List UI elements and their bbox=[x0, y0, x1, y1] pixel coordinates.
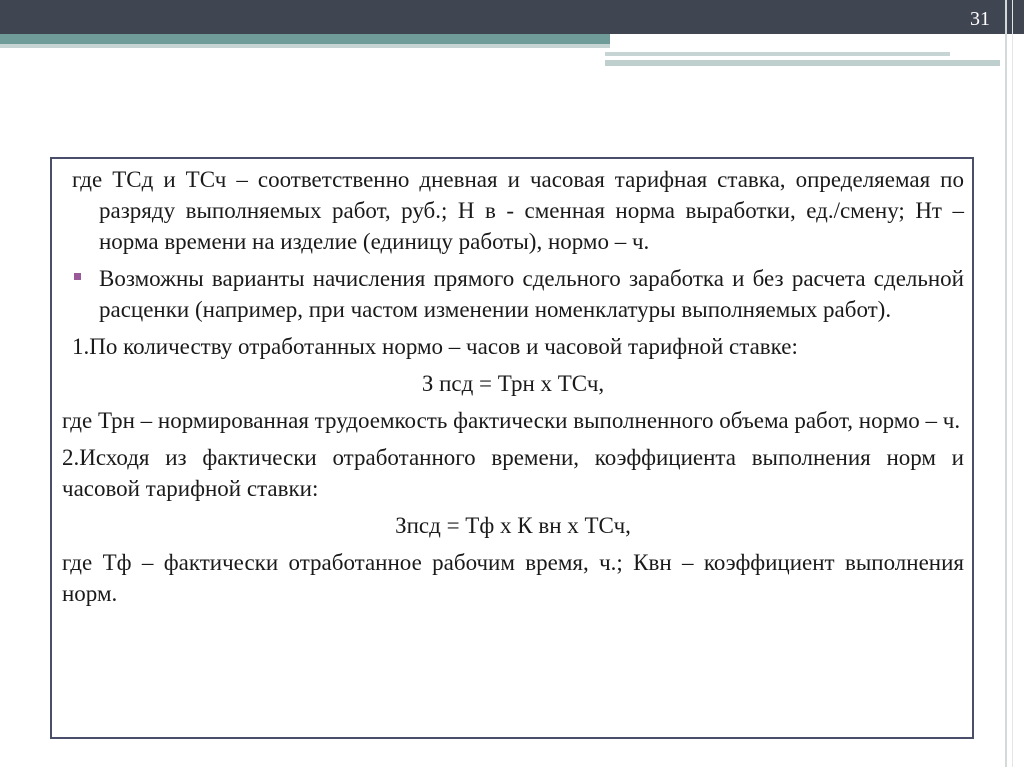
formula-2: Зпсд = Тф х К вн х ТСч, bbox=[395, 513, 631, 538]
bullet-item bbox=[62, 263, 964, 325]
formula-2-explanation: где Тф – фактически отработанное рабочим время, ч.; Квн – коэффициент выполнения норм. bbox=[62, 550, 964, 606]
accent-stripe bbox=[0, 44, 610, 48]
right-rule bbox=[1012, 0, 1013, 767]
accent-band bbox=[0, 34, 610, 44]
bullet-icon bbox=[74, 273, 81, 280]
accent-stripe bbox=[605, 60, 1000, 66]
formula-1: З псд = Трн х ТСч, bbox=[421, 371, 605, 396]
method-1-heading: 1.По количеству отработанных нормо – часов и часовой тарифной ставке: bbox=[72, 334, 798, 359]
slide-content bbox=[62, 164, 964, 609]
title-bar bbox=[0, 0, 1024, 34]
method-2-heading: 2.Исходя из фактически отработанного времени, коэффициента выполнения норм и часовой тарифной ставки: bbox=[62, 445, 964, 501]
formula-1-explanation: где Трн – нормированная трудоемкость фактически выполненного объема работ, нормо – ч. bbox=[62, 408, 961, 433]
slide-number: 31 bbox=[970, 8, 990, 30]
definition-paragraph: где ТСд и ТСч – соответственно дневная и часовая тарифная ставка, определяемая по разряду выполняемых работ, руб.; Н в - сменная норма выработки, ед./смену; Нт – норма времени на изделие (единицу работы), нормо – ч. bbox=[72, 167, 964, 254]
right-rule bbox=[1005, 0, 1007, 767]
accent-stripe bbox=[605, 52, 950, 56]
bullet-text: Возможны варианты начисления прямого сдельного заработка и без расчета сдельной расценки (например, при частом изменении номенклатуры выполняемых работ). bbox=[99, 266, 964, 322]
